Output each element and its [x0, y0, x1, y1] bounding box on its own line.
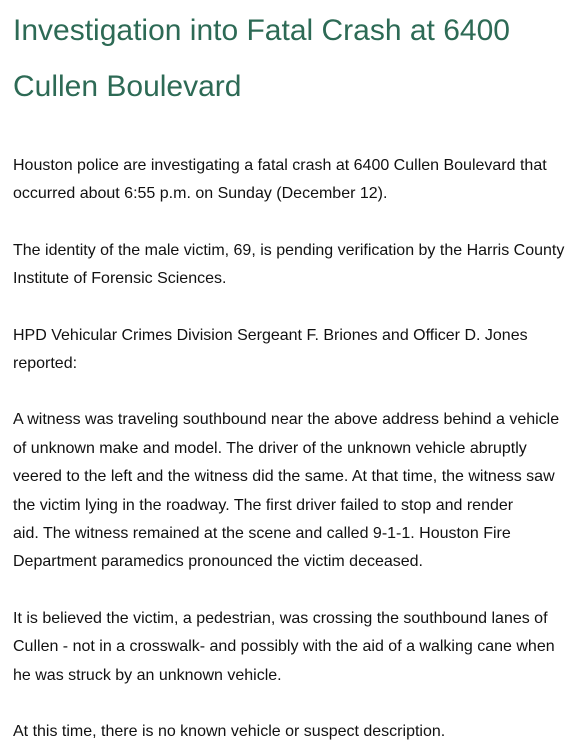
article-paragraph-4: A witness was traveling southbound near the above address behind a vehicle of unknown make and model. The driver of the unknown vehicle abruptly veered to the left and the witness did the same. At that time, the witness saw the victim lying in the roadway. The first driver failed to stop and render aid. The witness remained at the scene and called 9-1-1. Houston Fire Department paramedics pronounced the victim deceased.	[13, 411, 560, 571]
article-paragraph-5: It is believed the victim, a pedestrian, was crossing the southbound lanes of Cullen - not in a crosswalk- and possibly with the aid of a walking cane when he was struck by an unknown vehicle.	[13, 609, 555, 684]
article	[13, 0, 575, 747]
article-paragraph-2: The identity of the male victim, 69, is pending verification by the Harris County Institute of Forensic Sciences.	[13, 241, 565, 288]
article-paragraph-1: Houston police are investigating a fatal crash at 6400 Cullen Boulevard that occurred about 6:55 p.m. on Sunday (December 12).	[13, 157, 547, 203]
article-paragraph-3: HPD Vehicular Crimes Division Sergeant F. Briones and Officer D. Jones reported:	[13, 326, 528, 373]
article-paragraph-6: At this time, there is no known vehicle or suspect description.	[13, 723, 446, 741]
article-title: Investigation into Fatal Crash at 6400 Cullen Boulevard	[13, 14, 510, 103]
